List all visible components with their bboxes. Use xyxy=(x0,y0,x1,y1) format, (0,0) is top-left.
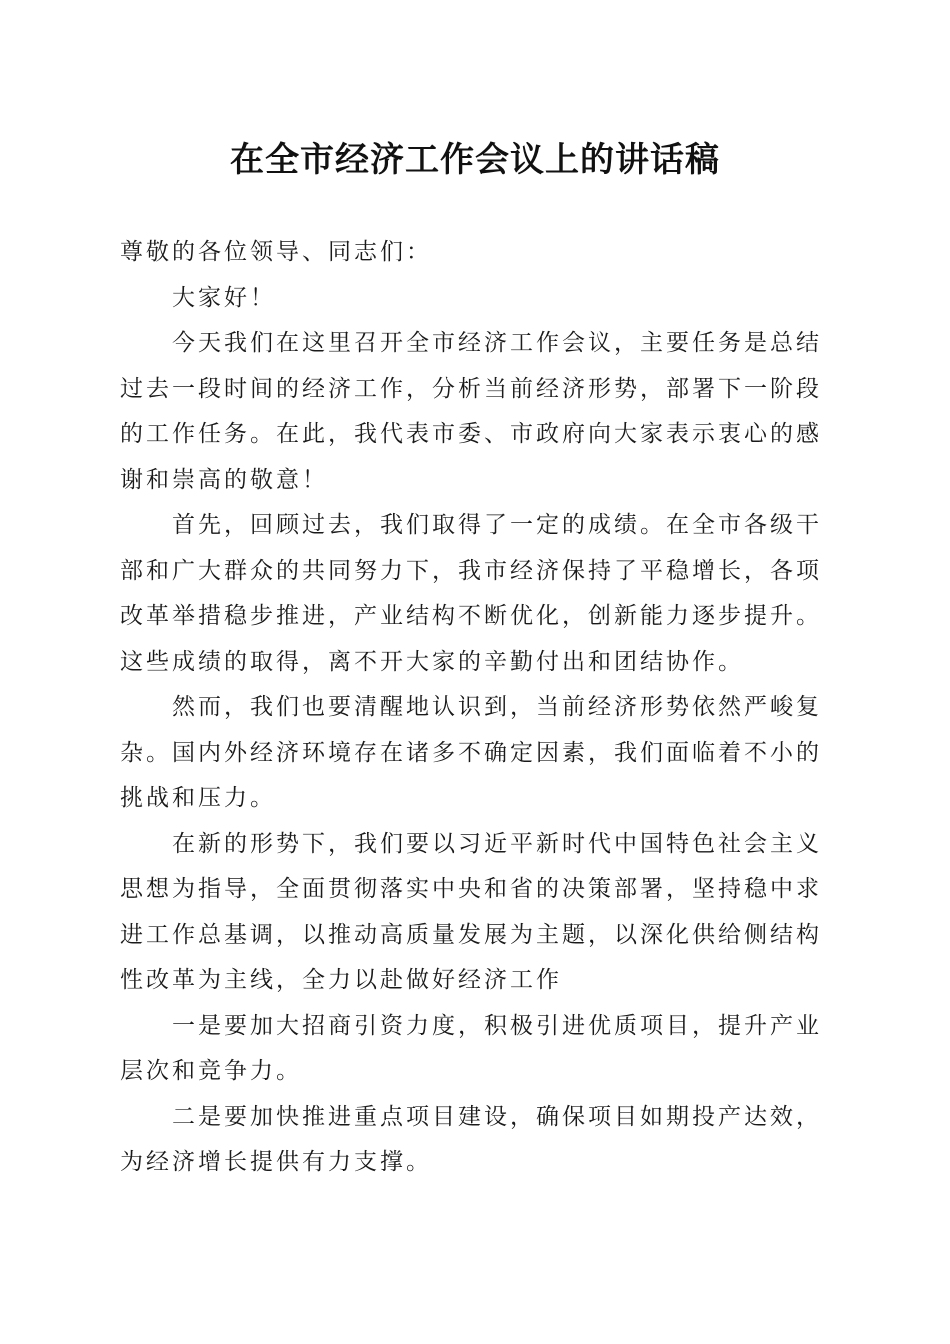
paragraph-opening: 今天我们在这里召开全市经济工作会议，主要任务是总结过去一段时间的经济工作，分析当前经济形势，部署下一阶段的工作任务。在此，我代表市委、市政府向大家表示衷心的感谢和崇高的敬意！ xyxy=(120,330,822,493)
paragraph-achievements: 首先，回顾过去，我们取得了一定的成绩。在全市各级干部和广大群众的共同努力下，我市经济保持了平稳增长，各项改革举措稳步推进，产业结构不断优化，创新能力逐步提升。这些成绩的取得，离不开大家的辛勤付出和团结协作。 xyxy=(120,512,822,675)
paragraph-guidance: 在新的形势下，我们要以习近平新时代中国特色社会主义思想为指导，全面贯彻落实中央和省的决策部署，坚持稳中求进工作总基调，以推动高质量发展为主题，以深化供给侧结构性改革为主线，全力以赴做好经济工作 xyxy=(120,830,822,993)
salutation: 尊敬的各位领导、同志们： xyxy=(120,239,432,265)
greeting: 大家好！ xyxy=(172,284,276,311)
document-body xyxy=(120,230,822,1186)
paragraph-point-two: 二是要加快推进重点项目建设，确保项目如期投产达效，为经济增长提供有力支撑。 xyxy=(120,1103,822,1175)
document-title: 在全市经济工作会议上的讲话稿 xyxy=(230,140,720,180)
paragraph-point-one: 一是要加大招商引资力度，积极引进优质项目，提升产业层次和竞争力。 xyxy=(120,1012,822,1084)
paragraph-challenges: 然而，我们也要清醒地认识到，当前经济形势依然严峻复杂。国内外经济环境存在诸多不确定因素，我们面临着不小的挑战和压力。 xyxy=(120,694,822,811)
